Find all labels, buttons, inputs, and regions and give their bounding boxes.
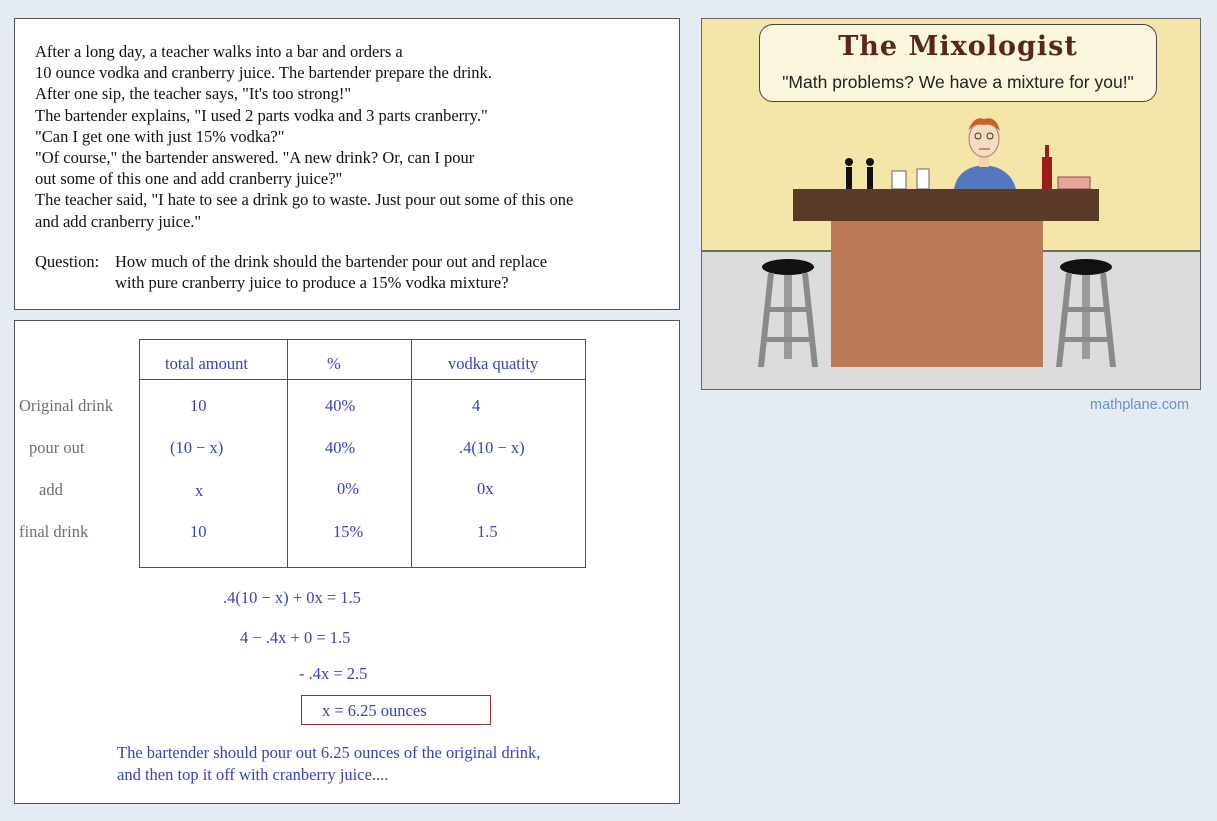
- cell-final-amount: 10: [190, 522, 207, 541]
- site-credit: mathplane.com: [1090, 397, 1190, 413]
- cell-pourout-vodka: .4(10 − x): [459, 438, 525, 457]
- problem-line: and add cranberry juice.": [35, 211, 202, 231]
- question-line-1: How much of the drink should the bartender pour out and replace: [115, 252, 548, 271]
- table-right-border: [585, 339, 586, 568]
- cell-add-vodka: 0x: [477, 479, 494, 498]
- sign-title: The Mixologist: [838, 31, 1078, 62]
- answer-box: [301, 695, 491, 725]
- question-label: Question:: [35, 252, 100, 271]
- table-left-border: [139, 339, 140, 568]
- table-col-divider-1: [287, 339, 288, 568]
- cell-original-amount: 10: [190, 396, 207, 415]
- equation-2: 4 − .4x + 0 = 1.5: [240, 628, 351, 647]
- comic-illustration: [701, 18, 1201, 390]
- cell-final-percent: 15%: [333, 522, 364, 541]
- table-col-divider-2: [411, 339, 412, 568]
- table-header-divider: [139, 379, 586, 380]
- problem-line: "Of course," the bartender answered. "A new drink? Or, can I pour: [35, 148, 475, 168]
- table-top-border: [139, 339, 586, 340]
- problem-text: [35, 41, 573, 232]
- problem-line: After one sip, the teacher says, "It's too strong!": [35, 84, 352, 104]
- row-label-final: final drink: [19, 522, 89, 541]
- problem-line: After a long day, a teacher walks into a bar and orders a: [35, 42, 403, 61]
- problem-line: The bartender explains, "I used 2 parts vodka and 3 parts cranberry.": [35, 105, 488, 125]
- problem-line: "Can I get one with just 15% vodka?": [35, 126, 285, 146]
- equation-1: .4(10 − x) + 0x = 1.5: [223, 588, 361, 607]
- cell-add-amount: x: [195, 481, 204, 500]
- problem-line: 10 ounce vodka and cranberry juice. The bartender prepare the drink.: [35, 63, 492, 83]
- conclusion-line-2: and then top it off with cranberry juice....: [117, 765, 389, 784]
- cell-original-percent: 40%: [325, 396, 356, 415]
- cell-add-percent: 0%: [337, 479, 359, 498]
- conclusion: [117, 742, 540, 786]
- conclusion-line-1: The bartender should pour out 6.25 ounces of the original drink,: [117, 743, 541, 762]
- bar-top: [793, 189, 1099, 221]
- cell-pourout-percent: 40%: [325, 438, 356, 457]
- bar-front: [831, 221, 1043, 367]
- cell-final-vodka: 1.5: [477, 522, 498, 541]
- solution-panel: [14, 320, 680, 804]
- header-percent: %: [327, 354, 341, 373]
- row-label-add: add: [39, 480, 63, 499]
- row-label-pour-out: pour out: [29, 438, 85, 457]
- header-total-amount: total amount: [165, 354, 248, 373]
- problem-line: The teacher said, "I hate to see a drink go to waste. Just pour out some of this one: [35, 190, 574, 210]
- cell-original-vodka: 4: [472, 396, 481, 415]
- question-line-2: with pure cranberry juice to produce a 15% vodka mixture?: [115, 273, 509, 293]
- problem-line: out some of this one and add cranberry juice?": [35, 169, 343, 189]
- header-vodka-quantity: vodka quatity: [448, 354, 539, 373]
- mixologist-sign: [759, 24, 1157, 102]
- problem-panel: [14, 18, 680, 310]
- row-label-original: Original drink: [19, 396, 113, 415]
- cell-pourout-amount: (10 − x): [170, 438, 224, 457]
- table-bottom-border: [139, 567, 586, 568]
- equation-3: - .4x = 2.5: [299, 664, 368, 683]
- answer-text: x = 6.25 ounces: [322, 701, 427, 720]
- sign-subtitle: "Math problems? We have a mixture for you!": [782, 72, 1134, 92]
